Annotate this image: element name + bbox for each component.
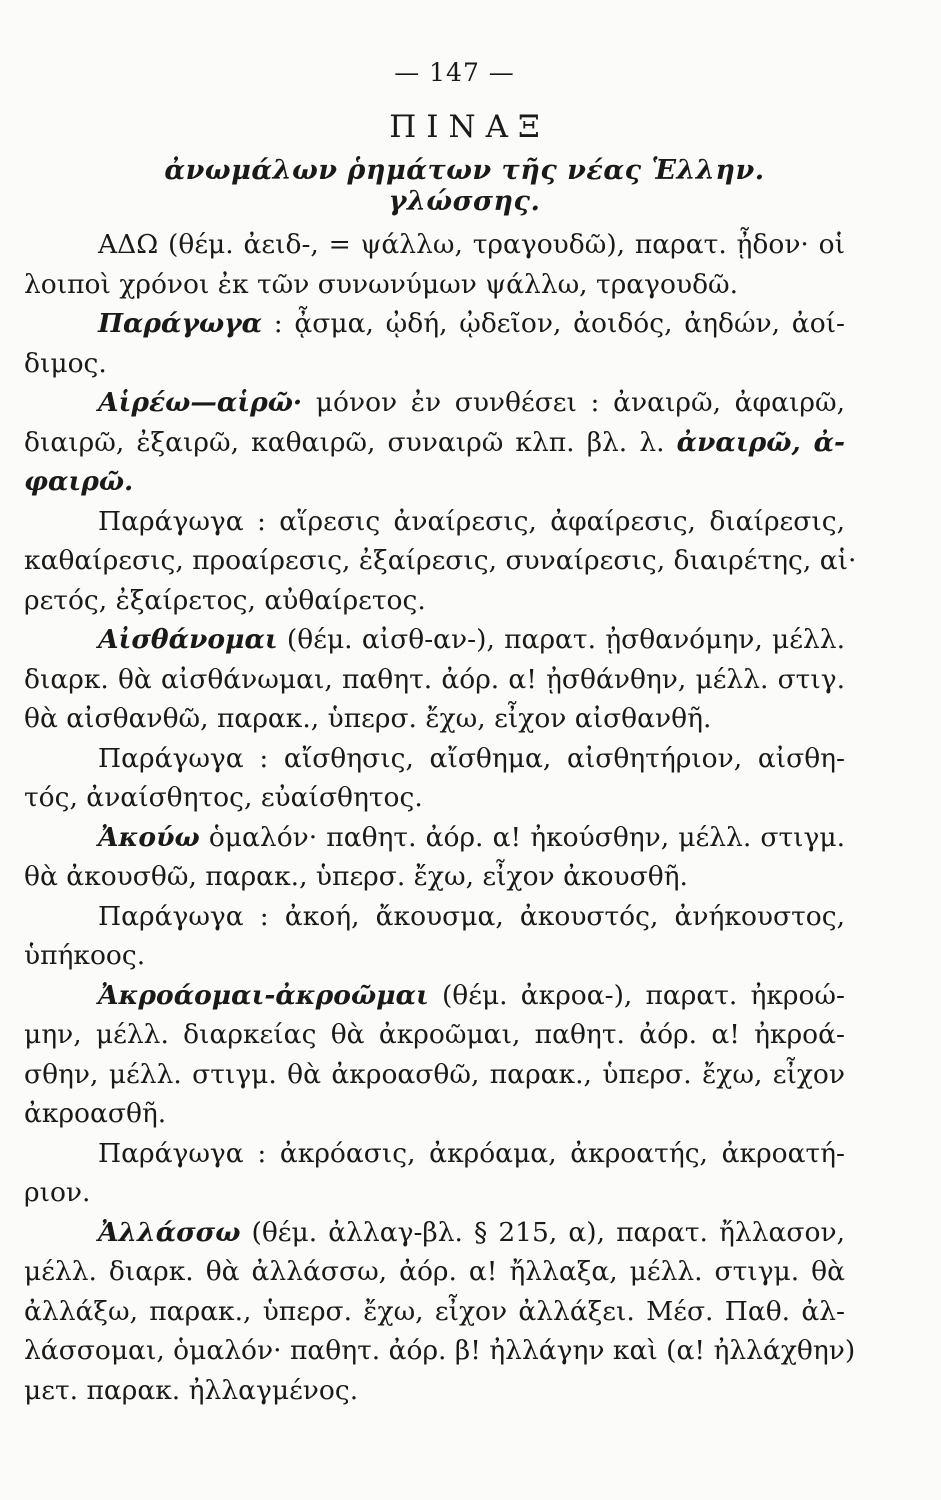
text-line: Ἀκούω ὁμαλόν· παθητ. ἀόρ. α! ἠκούσθην, μέλλ. στιγμ. <box>98 821 845 853</box>
cross-reference: φαιρῶ. <box>24 466 134 497</box>
text-line: ΑΔΩ (θέμ. ἀειδ-, = ψάλλω, τραγουδῶ), παρατ. ᾖδον· οἱ <box>98 229 845 260</box>
text-line: ἀλλάξω, παρακ., ὑπερσ. ἔχω, εἶχον ἀλλάξει. Μέσ. Παθ. ἀλ- <box>24 1295 845 1327</box>
headword: Αἰσθάνομαι <box>98 624 278 655</box>
headword: Ἀκροάομαι-ἀκροῶμαι <box>98 979 429 1011</box>
headword: Ἀκούω <box>98 821 200 853</box>
text-line: μέλλ. διαρκ. θὰ ἀλλάσσω, ἀόρ. α! ἤλλαξα, μέλλ. στιγμ. θὰ <box>24 1256 845 1287</box>
text-line: Παράγωγα : ἀκοή, ἄκουσμα, ἀκουστός, ἀνήκουστος, <box>98 900 845 932</box>
text-line: θὰ αἰσθανθῶ, παρακ., ὑπερσ. ἔχω, εἶχον αἰσθανθῆ. <box>24 703 712 734</box>
verb-index-text <box>24 225 857 1410</box>
text-line: θὰ ἀκουσθῶ, παρακ., ὑπερσ. ἔχω, εἶχον ἀκουσθῆ. <box>24 861 688 892</box>
text-line: λοιποὶ χρόνοι ἐκ τῶν συνωνύμων ψάλλω, τραγουδῶ. <box>24 268 739 300</box>
text-line: Αἱρέω—αἱρῶ· μόνον ἐν συνθέσει : ἀναιρῶ, ἀφαιρῶ, <box>98 387 845 418</box>
text-line: μετ. παρακ. ἠλλαγμένος. <box>24 1374 359 1406</box>
text-line: σθην, μέλλ. στιγμ. θὰ ἀκροασθῶ, παρακ., ὑπερσ. ἔχω, εἶχον <box>24 1058 845 1090</box>
text-line: Ἀλλάσσω (θέμ. ἀλλαγ-βλ. § 215, α), παρατ. ἤλλασον, <box>98 1216 845 1248</box>
text-line: διμος. <box>24 347 107 379</box>
text-line: μην, μέλλ. διαρκείας θὰ ἀκροῶμαι, παθητ. ἀόρ. α! ἠκροά- <box>24 1019 845 1050</box>
text-line: Παράγωγα : ᾆσμα, ᾠδή, ᾠδεῖον, ἀοιδός, ἀηδών, ἀοί- <box>98 308 845 339</box>
text-line: ριον. <box>24 1177 91 1208</box>
page-subtitle: ἀνωμάλων ῥημάτων τῆς νέας Ἑλλην. γλώσσης. <box>164 155 765 217</box>
cross-reference: ἀναιρῶ, ἀ- <box>676 426 845 458</box>
text-line <box>24 462 845 502</box>
text-line: Αἰσθάνομαι (θέμ. αἰσθ-αν-), παρατ. ᾐσθανόμην, μέλλ. <box>98 624 845 655</box>
page-number: — 147 — <box>394 58 515 87</box>
text-line: καθαίρεσις, προαίρεσις, ἐξαίρεσις, συναίρεσις, διαιρέτης, αἱ· <box>24 545 857 576</box>
text-line: ρετός, ἐξαίρετος, αὐθαίρετος. <box>24 584 426 616</box>
derivatives-label: Παράγωγα <box>98 308 263 339</box>
text-line: ἀκροασθῆ. <box>24 1098 167 1129</box>
text-line: Ἀκροάομαι-ἀκροῶμαι (θέμ. ἀκροα-), παρατ. ἠκροώ- <box>98 979 845 1011</box>
text-line: τός, ἀναίσθητος, εὐαίσθητος. <box>24 782 423 813</box>
text-line: διαιρῶ, ἐξαιρῶ, καθαιρῶ, συναιρῶ κλπ. βλ. λ. ἀναιρῶ, ἀ- <box>24 426 845 458</box>
text-line: Παράγωγα : αἵρεσις ἀναίρεσις, ἀφαίρεσις, διαίρεσις, <box>98 505 845 537</box>
text-line: διαρκ. θὰ αἰσθάνωμαι, παθητ. ἀόρ. α! ᾐσθάνθην, μέλλ. στιγ. <box>24 663 845 695</box>
headword: Αἱρέω—αἱρῶ· <box>98 387 303 418</box>
text-line: λάσσομαι, ὁμαλόν· παθητ. ἀόρ. β! ἠλλάγην καὶ (α! ἠλλάχθην) <box>24 1335 856 1366</box>
text-line: Παράγωγα : αἴσθησις, αἴσθημα, αἰσθητήριον, αἰσθη- <box>98 742 845 774</box>
page-title: ΠΙΝΑΞ <box>389 109 550 145</box>
text-line: Παράγωγα : ἀκρόασις, ἀκρόαμα, ἀκροατής, ἀκροατή- <box>98 1137 845 1169</box>
headword: Ἀλλάσσω <box>98 1216 241 1248</box>
text-line: ὑπήκοος. <box>24 940 146 971</box>
